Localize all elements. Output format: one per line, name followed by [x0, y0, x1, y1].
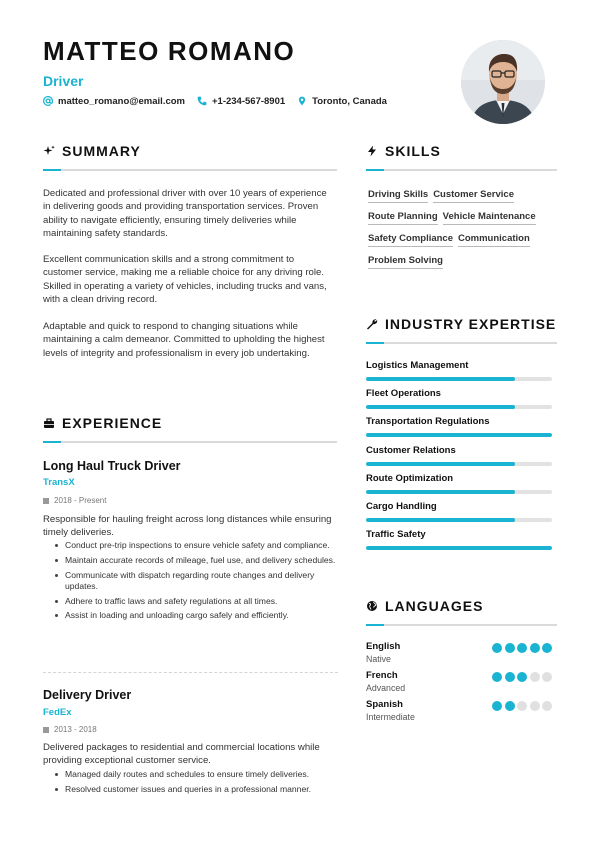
experience-divider	[43, 441, 337, 443]
expertise-bar-fill	[366, 518, 515, 522]
rating-dot	[530, 701, 540, 711]
sparkle-icon	[43, 145, 55, 157]
rating-dot	[517, 643, 527, 653]
language-item	[366, 641, 554, 670]
rating-dot	[517, 701, 527, 711]
expertise-item	[366, 473, 552, 501]
rating-dot	[505, 672, 515, 682]
job-2-description: Delivered packages to residential and commercial locations while providing exceptional customer service.	[43, 742, 320, 766]
rating-dot	[505, 701, 515, 711]
lightning-icon	[366, 145, 378, 157]
rating-dot	[542, 643, 552, 653]
skill-tag: Vehicle Maintenance	[443, 210, 536, 225]
contact-phone[interactable]	[197, 95, 285, 107]
expertise-item	[366, 501, 552, 529]
rating-dot	[517, 672, 527, 682]
job-2-company: FedEx	[43, 707, 72, 718]
list-item: Managed daily routes and schedules to ensure timely deliveries.	[53, 769, 338, 780]
expertise-item	[366, 529, 552, 557]
rating-dot	[492, 701, 502, 711]
job-2-title: Delivery Driver	[43, 688, 132, 702]
language-rating	[492, 643, 552, 653]
skill-tag: Driving Skills	[368, 188, 428, 203]
job-separator	[43, 672, 338, 673]
expertise-bar-fill	[366, 377, 515, 381]
wrench-icon	[366, 318, 378, 330]
job-role: Driver	[43, 73, 84, 89]
expertise-divider	[366, 342, 557, 344]
location-text: Toronto, Canada	[312, 95, 387, 107]
language-level: Intermediate	[366, 712, 415, 722]
email-text: matteo_romano@email.com	[58, 95, 185, 107]
globe-icon	[366, 600, 378, 612]
language-name: French	[366, 670, 398, 681]
expertise-label: Fleet Operations	[366, 388, 441, 400]
summary-paragraph-3: Adaptable and quick to respond to changing situations while maintaining a calm demeanor. Committed to upholding the highest levels of integrity and professionalism in every job undertaking.	[43, 321, 325, 359]
expertise-bar-fill	[366, 546, 552, 550]
language-name: Spanish	[366, 699, 403, 710]
candidate-name	[43, 36, 303, 67]
list-item: Communicate with dispatch regarding route changes and delivery updates.	[53, 570, 338, 592]
rating-dot	[530, 672, 540, 682]
job-1-company: TransX	[43, 477, 75, 488]
list-item: Resolved customer issues and queries in a professional manner.	[53, 784, 338, 795]
skill-tag: Route Planning	[368, 210, 438, 225]
language-rating	[492, 672, 552, 682]
list-item: Conduct pre-trip inspections to ensure vehicle safety and compliance.	[53, 540, 338, 551]
rating-dot	[530, 643, 540, 653]
language-level: Advanced	[366, 683, 406, 693]
language-item	[366, 699, 554, 728]
expertise-bar	[366, 377, 552, 381]
summary-heading	[43, 143, 141, 159]
languages-title: LANGUAGES	[385, 598, 484, 614]
location-pin-icon	[297, 95, 307, 107]
language-name: English	[366, 641, 401, 652]
experience-heading	[43, 415, 162, 431]
job-2-dates	[43, 725, 97, 734]
first-name: MATTEO	[43, 36, 160, 66]
summary-paragraph-2: Excellent communication skills and a strong commitment to customer service, making me a reliable choice for any driving role. Skilled in operating a variety of vehicles, including trucks and vans, with a clean driving record.	[43, 254, 327, 306]
expertise-label: Route Optimization	[366, 472, 454, 484]
rating-dot	[492, 643, 502, 653]
expertise-item	[366, 416, 552, 444]
expertise-bar-fill	[366, 490, 515, 494]
calendar-icon	[43, 498, 49, 504]
language-item	[366, 670, 554, 699]
expertise-bar-fill	[366, 433, 552, 437]
job-1-dates	[43, 496, 106, 505]
expertise-label: Customer Relations	[366, 444, 456, 456]
expertise-bar-fill	[366, 462, 515, 466]
expertise-title: INDUSTRY EXPERTISE	[385, 316, 557, 332]
skill-tag: Communication	[458, 232, 530, 247]
phone-icon	[197, 95, 207, 107]
expertise-bar	[366, 490, 552, 494]
expertise-item	[366, 445, 552, 473]
contact-info	[43, 95, 387, 107]
skills-title: SKILLS	[385, 143, 441, 159]
experience-title: EXPERIENCE	[62, 415, 163, 431]
languages-divider	[366, 624, 557, 626]
skills-divider	[366, 169, 557, 171]
skills-list	[368, 188, 563, 269]
profile-photo	[461, 40, 545, 124]
expertise-label: Cargo Handling	[366, 500, 437, 512]
job-1-date-text: 2018 - Present	[54, 496, 107, 505]
skill-tag: Customer Service	[433, 188, 514, 203]
contact-email[interactable]	[43, 95, 185, 107]
expertise-item	[366, 360, 552, 388]
skill-tag: Safety Compliance	[368, 232, 453, 247]
rating-dot	[505, 643, 515, 653]
rating-dot	[542, 672, 552, 682]
expertise-heading	[366, 316, 556, 332]
expertise-bar	[366, 518, 552, 522]
rating-dot	[542, 701, 552, 711]
expertise-item	[366, 388, 552, 416]
expertise-bar	[366, 546, 552, 550]
languages-heading	[366, 598, 483, 614]
contact-location	[297, 95, 387, 107]
expertise-label: Logistics Management	[366, 360, 469, 371]
last-name: ROMANO	[167, 36, 296, 66]
language-rating	[492, 701, 552, 711]
list-item: Assist in loading and unloading cargo safely and efficiently.	[53, 610, 338, 621]
language-level: Native	[366, 654, 391, 664]
list-item: Maintain accurate records of mileage, fuel use, and delivery schedules.	[53, 555, 338, 566]
job-2-bullets	[53, 769, 338, 799]
expertise-list	[366, 360, 552, 557]
job-1-bullets	[53, 540, 338, 625]
phone-text: +1-234-567-8901	[212, 95, 286, 107]
summary-divider	[43, 169, 337, 171]
summary-paragraph-1: Dedicated and professional driver with over 10 years of experience in delivering goods and providing transportation services. Proven ability to navigate efficiently, ensuring timely deliveries while maintaining safety standards.	[43, 188, 327, 240]
skill-tag: Problem Solving	[368, 254, 443, 269]
expertise-label: Traffic Safety	[366, 529, 426, 541]
skills-heading	[366, 143, 441, 159]
rating-dot	[492, 672, 502, 682]
expertise-bar-fill	[366, 405, 515, 409]
summary-title: SUMMARY	[62, 143, 141, 159]
expertise-label: Transportation Regulations	[366, 416, 490, 428]
expertise-bar	[366, 405, 552, 409]
at-icon	[43, 95, 53, 107]
expertise-bar	[366, 433, 552, 437]
calendar-icon	[43, 727, 49, 733]
languages-list	[366, 641, 554, 728]
job-1-description: Responsible for hauling freight across long distances while ensuring timely deliveries.	[43, 514, 332, 538]
job-1-title: Long Haul Truck Driver	[43, 459, 181, 473]
briefcase-icon	[43, 417, 55, 429]
job-2-date-text: 2013 - 2018	[54, 725, 97, 734]
expertise-bar	[366, 462, 552, 466]
list-item: Adhere to traffic laws and safety regulations at all times.	[53, 596, 338, 607]
